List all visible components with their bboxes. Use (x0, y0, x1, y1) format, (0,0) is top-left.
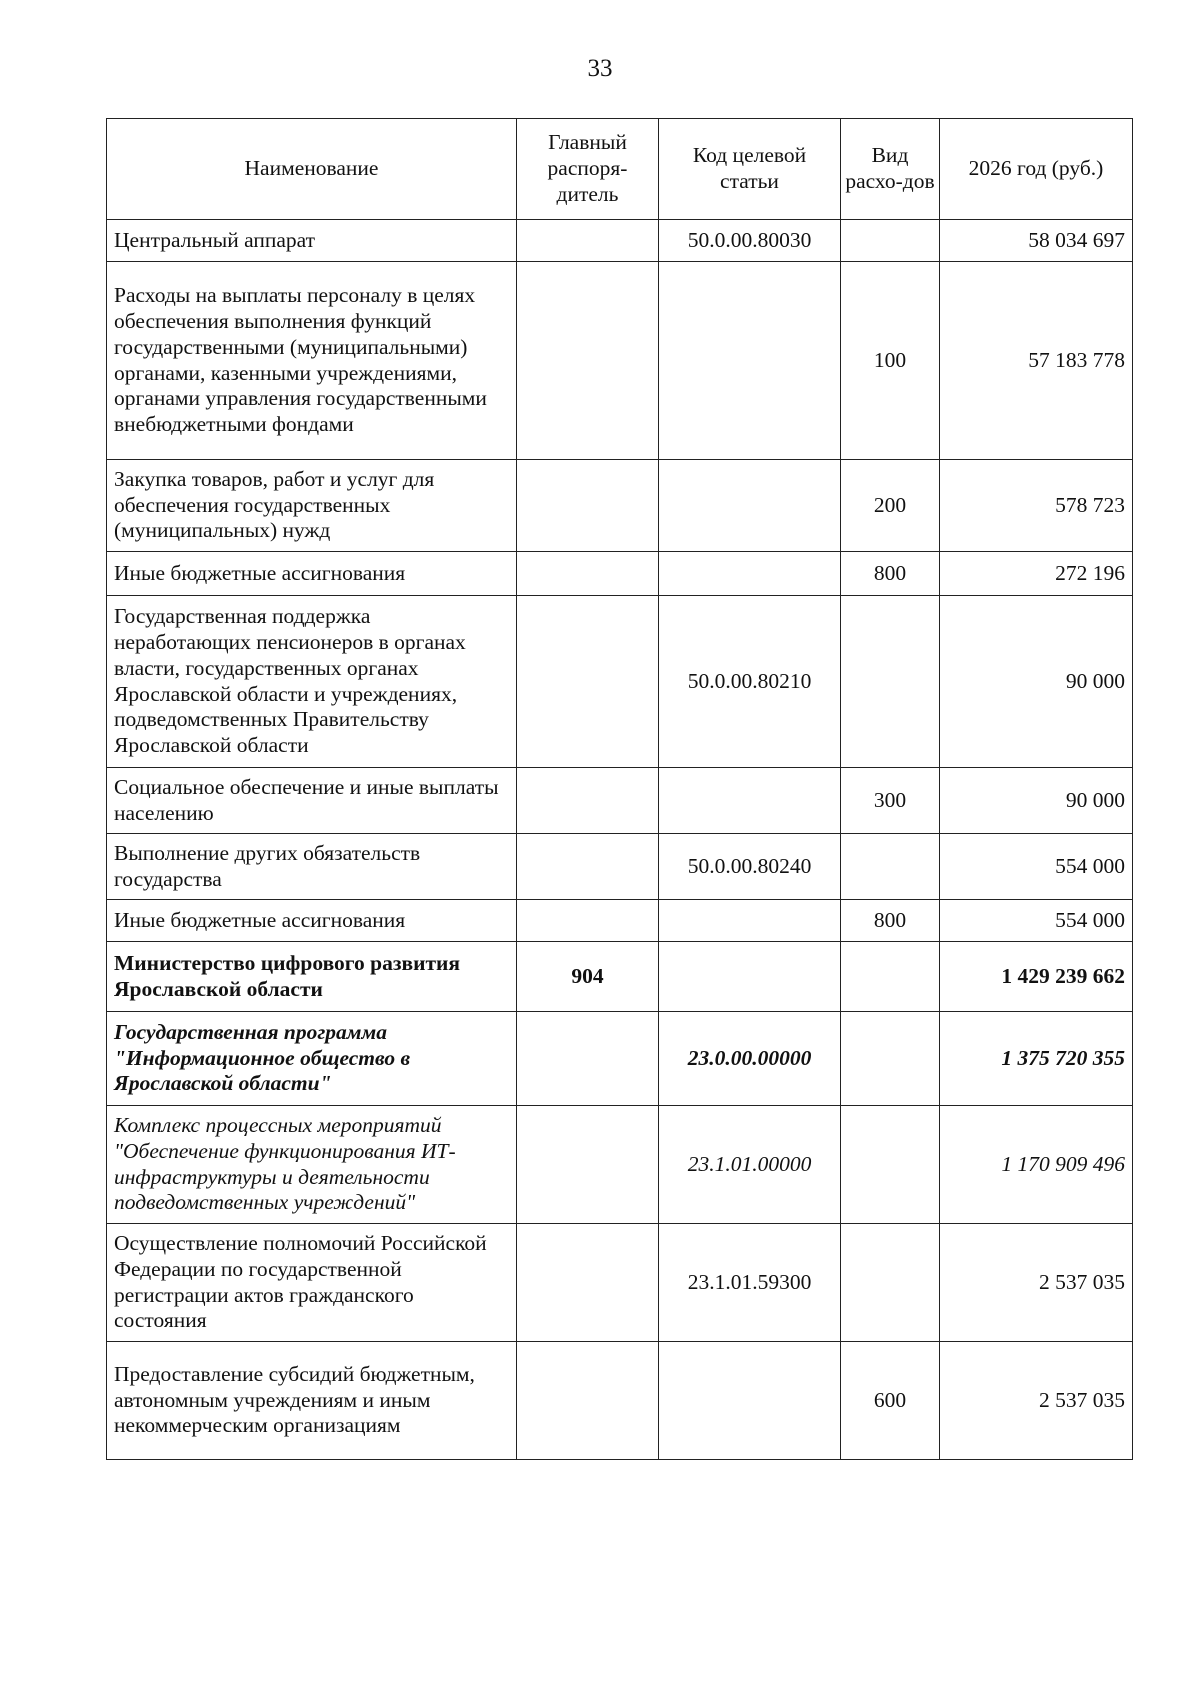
cell-kind (841, 1224, 940, 1342)
header-admin: Главный распоря-дитель (517, 119, 659, 220)
cell-admin (517, 220, 659, 262)
cell-code: 23.1.01.00000 (659, 1106, 841, 1224)
cell-amount: 2 537 035 (940, 1342, 1133, 1460)
cell-name: Министерство цифрового развития Ярославской области (107, 942, 517, 1012)
cell-code (659, 262, 841, 460)
cell-name: Государственная поддержка неработающих пенсионеров в органах власти, государственных органах Ярославской области и учреждениях, подведомственных Правительству Ярославской области (107, 596, 517, 768)
table-row (107, 1224, 1133, 1342)
cell-admin (517, 596, 659, 768)
cell-admin (517, 262, 659, 460)
cell-amount: 1 375 720 355 (940, 1012, 1133, 1106)
cell-kind (841, 220, 940, 262)
cell-admin (517, 1012, 659, 1106)
cell-code: 50.0.00.80030 (659, 220, 841, 262)
cell-code (659, 900, 841, 942)
cell-admin (517, 834, 659, 900)
cell-code: 23.1.01.59300 (659, 1224, 841, 1342)
table-row (107, 1012, 1133, 1106)
cell-name: Центральный аппарат (107, 220, 517, 262)
cell-kind: 800 (841, 552, 940, 596)
cell-kind: 200 (841, 460, 940, 552)
cell-code (659, 552, 841, 596)
cell-admin (517, 552, 659, 596)
cell-admin (517, 1106, 659, 1224)
table-row (107, 596, 1133, 768)
cell-code (659, 1342, 841, 1460)
table-row (107, 552, 1133, 596)
cell-name: Иные бюджетные ассигнования (107, 900, 517, 942)
cell-name: Комплекс процессных мероприятий "Обеспечение функционирования ИТ-инфраструктуры и деятельности подведомственных учреждений" (107, 1106, 517, 1224)
cell-kind: 300 (841, 768, 940, 834)
table-row (107, 460, 1133, 552)
cell-amount: 58 034 697 (940, 220, 1133, 262)
table-row (107, 942, 1133, 1012)
cell-name: Расходы на выплаты персоналу в целях обеспечения выполнения функций государственными (муниципальными) органами, казенными учреждениями, органами управления государственными внебюджетными фондами (107, 262, 517, 460)
table-row (107, 834, 1133, 900)
table-body (107, 220, 1133, 1460)
header-code: Код целевой статьи (659, 119, 841, 220)
cell-admin (517, 460, 659, 552)
cell-admin: 904 (517, 942, 659, 1012)
cell-kind (841, 942, 940, 1012)
table-header-row (107, 119, 1133, 220)
table-row (107, 1342, 1133, 1460)
cell-amount: 554 000 (940, 900, 1133, 942)
table-row (107, 768, 1133, 834)
table-row (107, 220, 1133, 262)
budget-table (106, 118, 1133, 1460)
cell-name: Иные бюджетные ассигнования (107, 552, 517, 596)
cell-code: 50.0.00.80240 (659, 834, 841, 900)
table-row (107, 1106, 1133, 1224)
header-kind: Вид расхо-дов (841, 119, 940, 220)
table-row (107, 900, 1133, 942)
header-name: Наименование (107, 119, 517, 220)
cell-admin (517, 1224, 659, 1342)
cell-name: Социальное обеспечение и иные выплаты населению (107, 768, 517, 834)
cell-name: Осуществление полномочий Российской Федерации по государственной регистрации актов гражданского состояния (107, 1224, 517, 1342)
cell-kind (841, 834, 940, 900)
cell-amount: 90 000 (940, 596, 1133, 768)
cell-code (659, 768, 841, 834)
cell-kind: 100 (841, 262, 940, 460)
cell-kind: 800 (841, 900, 940, 942)
header-amount: 2026 год (руб.) (940, 119, 1133, 220)
cell-kind (841, 1012, 940, 1106)
cell-amount: 1 429 239 662 (940, 942, 1133, 1012)
cell-name: Предоставление субсидий бюджетным, автономным учреждениям и иным некоммерческим организациям (107, 1342, 517, 1460)
cell-name: Закупка товаров, работ и услуг для обеспечения государственных (муниципальных) нужд (107, 460, 517, 552)
table-row (107, 262, 1133, 460)
cell-amount: 578 723 (940, 460, 1133, 552)
cell-code (659, 942, 841, 1012)
cell-code: 50.0.00.80210 (659, 596, 841, 768)
cell-admin (517, 768, 659, 834)
cell-kind (841, 1106, 940, 1224)
cell-amount: 57 183 778 (940, 262, 1133, 460)
cell-kind (841, 596, 940, 768)
cell-amount: 554 000 (940, 834, 1133, 900)
cell-kind: 600 (841, 1342, 940, 1460)
cell-code: 23.0.00.00000 (659, 1012, 841, 1106)
cell-amount: 272 196 (940, 552, 1133, 596)
cell-amount: 90 000 (940, 768, 1133, 834)
cell-code (659, 460, 841, 552)
cell-amount: 1 170 909 496 (940, 1106, 1133, 1224)
cell-name: Выполнение других обязательств государства (107, 834, 517, 900)
cell-admin (517, 1342, 659, 1460)
cell-amount: 2 537 035 (940, 1224, 1133, 1342)
cell-name: Государственная программа "Информационное общество в Ярославской области" (107, 1012, 517, 1106)
page-number: 33 (587, 55, 613, 82)
cell-admin (517, 900, 659, 942)
